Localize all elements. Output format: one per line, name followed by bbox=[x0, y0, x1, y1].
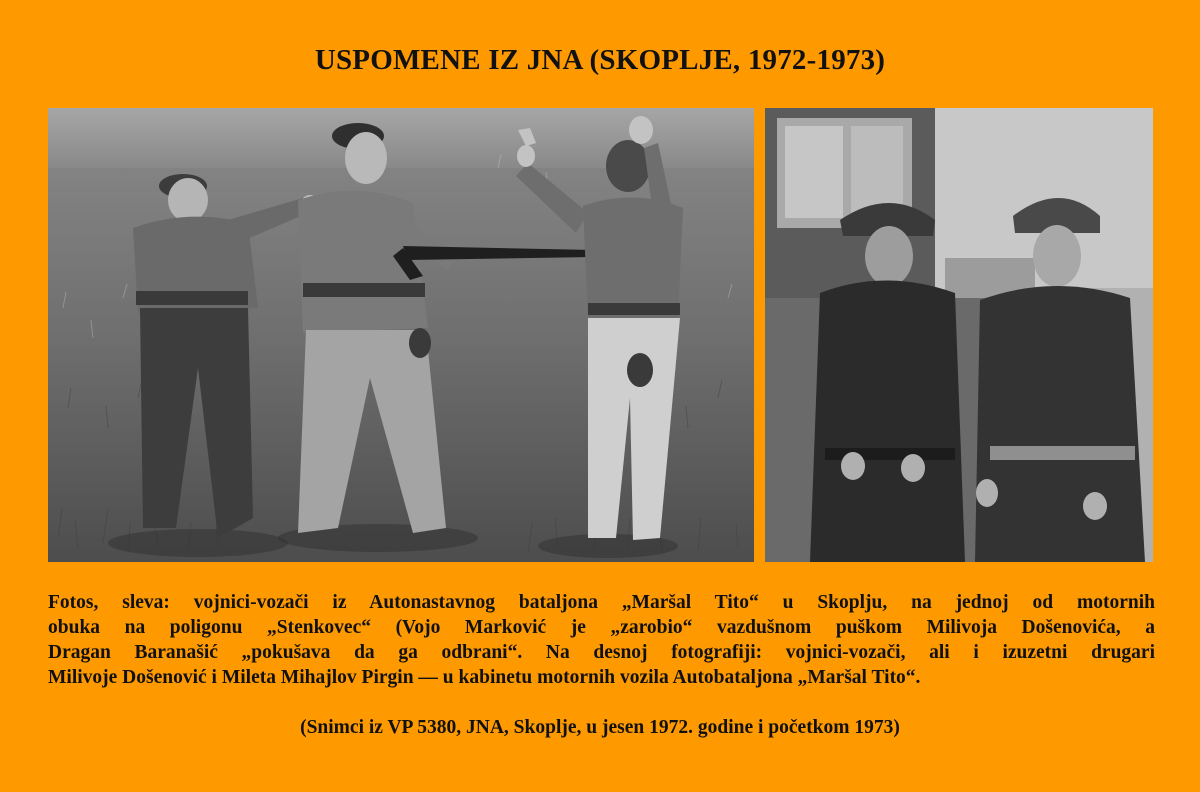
helmets-photo bbox=[765, 108, 1153, 562]
caption-line: Milivoje Došenović i Mileta Mihajlov Pirgin — u kabinetu motornih vozila Autobataljona „Maršal Tito“. bbox=[48, 667, 921, 688]
training-photo bbox=[48, 108, 754, 562]
page-title: USPOMENE IZ JNA (SKOPLJE, 1972-1973) bbox=[314, 44, 886, 76]
caption-line: Fotos, sleva: vojnici-vozači iz Autonastavnog bataljona „Maršal Tito“ u Skoplju, na jednoj od motornih bbox=[48, 592, 1155, 613]
caption-line: Dragan Baranašić „pokušava da ga odbrani“. Na desnoj fotografiji: vojnici-vozači, ali i izuzetni drugari bbox=[48, 642, 1155, 663]
photo-caption bbox=[48, 590, 1155, 690]
caption-line: obuka na poligonu „Stenkovec“ (Vojo Marković je „zarobio“ vazdušnom puškom Milivoja Došenovića, a bbox=[48, 617, 1155, 638]
photo-credit: (Snimci iz VP 5380, JNA, Skoplje, u jesen 1972. godine i početkom 1973) bbox=[300, 717, 900, 738]
